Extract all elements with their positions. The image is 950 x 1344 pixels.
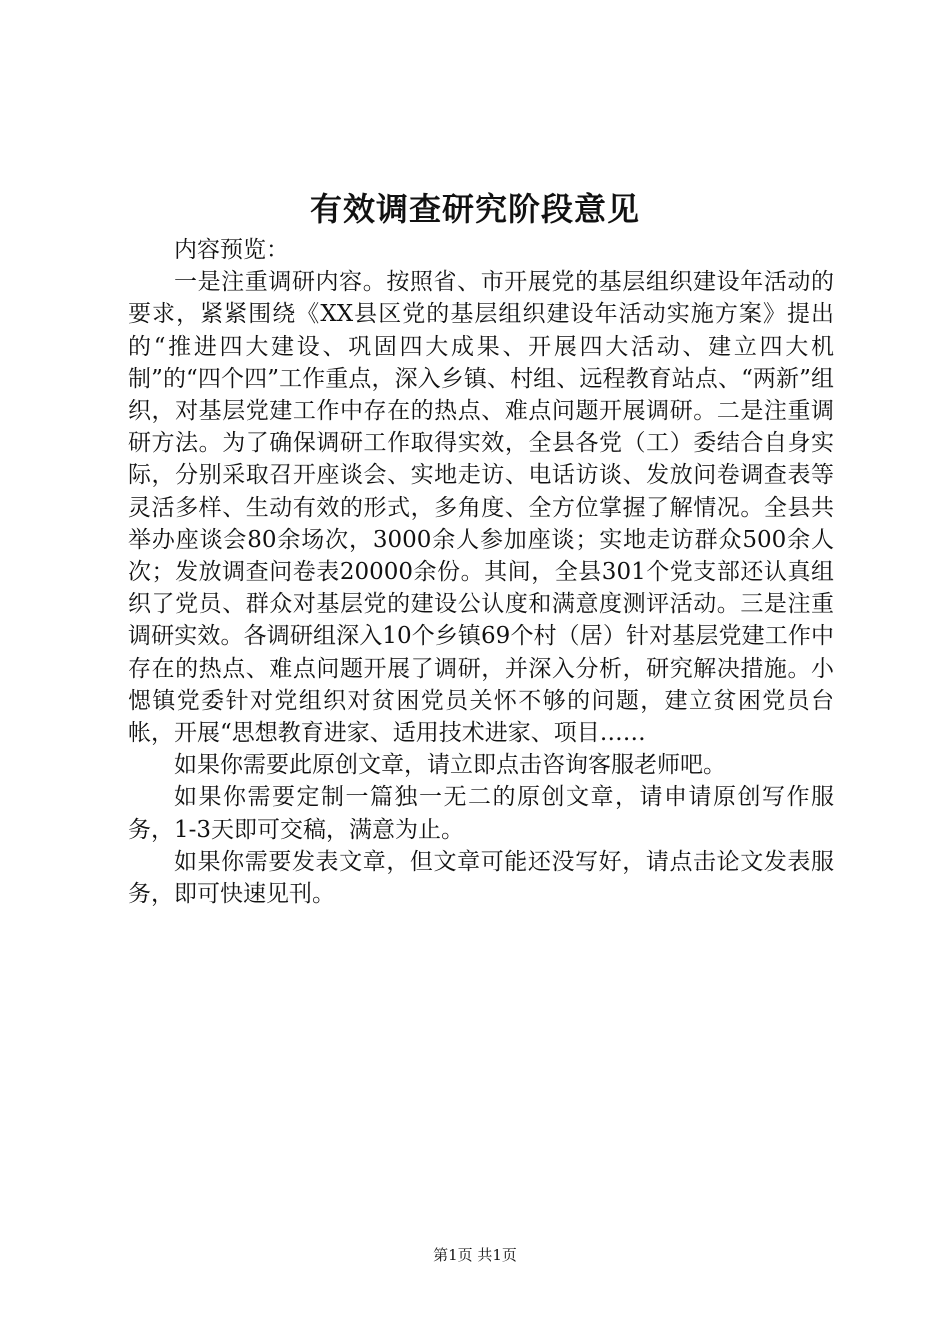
document-title: 有效调查研究阶段意见 — [309, 190, 640, 228]
notice-paragraph-consult: 如果你需要此原创文章，请立即点击咨询客服老师吧。 — [174, 752, 726, 779]
document-content — [128, 234, 834, 910]
preview-label: 内容预览： — [174, 237, 289, 263]
body-paragraph: 一是注重调研内容。按照省、市开展党的基层组织建设年活动的要求，紧紧围绕《XX县区党的基层组织建设年活动实施方案》提出的“推进四大建设、巩固四大成果、开展四大活动、建立四大机制”的“四个四”工作重点，深入乡镇、村组、远程教育站点、“两新”组织，对基层党建工作中存在的热点、难点问题开展调研。二是注重调研方法。为了确保调研工作取得实效，全县各党（工）委结合自身实际，分别采取召开座谈会、实地走访、电话访谈、发放问卷调查表等灵活多样、生动有效的形式，多角度、全方位掌握了解情况。全县共举办座谈会80余场次，3000余人参加座谈；实地走访群众500余人次；发放调查问卷表20000余份。其间，全县301个党支部还认真组织了党员、群众对基层党的建设公认度和满意度测评活动。三是注重调研实效。各调研组深入10个乡镇69个村（居）针对基层党建工作中存在的热点、难点问题开展了调研，并深入分析，研究解决措施。小愢镇党委针对党组织对贫困党员关怀不够的问题，建立贫困党员台帐，开展“思想教育进家、适用技术进家、项目…… — [128, 269, 834, 747]
notice-paragraph-custom-writing: 如果你需要定制一篇独一无二的原创文章，请申请原创写作服务，1-3天即可交稿，满意为止。 — [128, 784, 834, 843]
notice-paragraph-publishing: 如果你需要发表文章，但文章可能还没写好，请点击论文发表服务，即可快速见刊。 — [128, 848, 834, 908]
page-number-footer: 第1页 共1页 — [433, 1246, 517, 1264]
